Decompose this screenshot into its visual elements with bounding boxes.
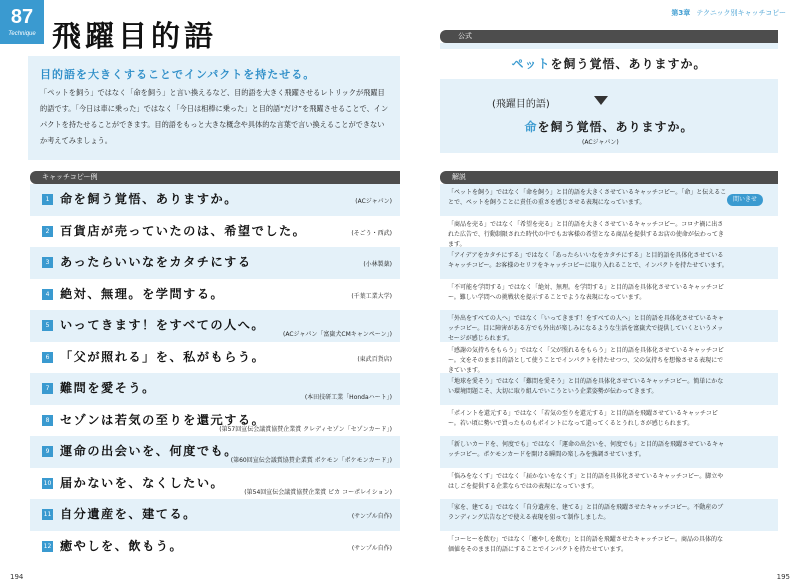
technique-label: Technique bbox=[8, 31, 36, 37]
explanation-row bbox=[440, 247, 778, 279]
chapter-number: 第3章 bbox=[671, 9, 691, 17]
example-row bbox=[30, 436, 400, 468]
explanation-section-header: 解説 bbox=[440, 171, 778, 184]
example-source: (東武百貨店) bbox=[357, 355, 392, 363]
explanation-text: 「家を、建てる」ではなく「自分遺産を、建てる」と目的語を飛躍させたキャッチコピー。不動産のブランディング広告などで使える表現を狙って制作しました。 bbox=[448, 504, 724, 521]
formula-line-2 bbox=[440, 118, 778, 135]
example-copy: 命を飼う覚悟、ありますか。 bbox=[60, 192, 238, 206]
page-number-right: 195 bbox=[776, 573, 790, 581]
example-number: 2 bbox=[42, 226, 53, 237]
explanation-text: 「地球を愛そう」ではなく「難問を愛そう」と目的語を具体化させているキャッチコピー。簡単にかない環境問題こそ、大切に取り組んでいこうという企業姿勢が伝わってきます。 bbox=[448, 378, 724, 395]
example-source: (本田技研工業「Hondaハート」) bbox=[304, 394, 392, 401]
example-number: 7 bbox=[42, 383, 53, 394]
example-row bbox=[30, 499, 400, 531]
example-copy: あったらいいなをカタチにする bbox=[60, 255, 252, 269]
example-source: (第54回宣伝会議賞協賛企業賞 ピカ コーポレイション) bbox=[244, 488, 392, 496]
explanation-row bbox=[440, 468, 778, 500]
example-source: (第57回宣伝会議賞協賛企業賞 クレディセゾン「セゾンカード」) bbox=[219, 425, 392, 433]
explanation-text: 「不可能を学問する」ではなく「絶対、無理。を学問する」と目的語を具体化させているキャッチコピー。難しい学問への挑戦状を提示することでような表現になっています。 bbox=[448, 283, 724, 301]
example-row bbox=[30, 531, 400, 563]
example-source: (ACジャパン「富嶽犬CMキャンペーン」) bbox=[283, 331, 392, 338]
explanation-text: 「感謝の気持ちをもらう」ではなく「父が照れるをもらう」と目的語を具体化させているキャッチコピー。文をそのまま目的語として使うことでインパクトを持たせつつ、父の気持ちを想像させる表現にできています。 bbox=[448, 346, 724, 374]
example-source: (小林製薬) bbox=[363, 261, 392, 268]
explanation-row bbox=[440, 342, 778, 374]
explanation-row bbox=[440, 279, 778, 311]
example-row bbox=[30, 342, 400, 374]
example-source: (サンプル自作) bbox=[351, 513, 392, 520]
explanation-text: 「悩みをなくす」ではなく「届かないをなくす」と目的語を具体化させているキャッチコピー。脚立やはしごを提供する企業ならではの表現になっています。 bbox=[448, 472, 724, 490]
formula-source: (ACジャパン) bbox=[582, 139, 619, 146]
example-number: 1 bbox=[42, 194, 53, 205]
example-source: (そごう・西武) bbox=[351, 229, 392, 237]
explanation-row bbox=[440, 436, 778, 468]
badge-button[interactable]: 間いきせ bbox=[727, 194, 763, 206]
intro-heading: 目的語を大きくすることでインパクトを持たせる。 bbox=[40, 68, 316, 81]
example-copy: いってきます！をすべての人へ。 bbox=[60, 318, 266, 332]
example-row bbox=[30, 184, 400, 216]
example-row bbox=[30, 468, 400, 500]
examples-section-header: キャッチコピー例 bbox=[30, 171, 400, 184]
example-row bbox=[30, 310, 400, 342]
example-copy: 届かないを、なくしたい。 bbox=[60, 475, 225, 490]
example-number: 6 bbox=[42, 352, 53, 363]
technique-number-box bbox=[0, 0, 44, 44]
explanation-row bbox=[440, 405, 778, 437]
formula-line-1-highlight: ペット bbox=[511, 57, 551, 71]
formula-label: 公式 bbox=[440, 30, 778, 43]
page-number-left: 194 bbox=[10, 573, 24, 581]
example-source: (サンプル自作) bbox=[351, 544, 392, 552]
formula-line-2-highlight: 命 bbox=[524, 120, 538, 134]
page-title: 飛躍目的語 bbox=[52, 19, 218, 53]
explanation-text: 「コーヒーを飲む」ではなく「癒やしを飲む」と目的語を飛躍させたキャッチコピー。商品の具体的な価値をそのまま目的語にすることでインパクトを持たせています。 bbox=[448, 535, 724, 553]
example-copy: 「父が照れる」を、私がもらう。 bbox=[60, 349, 266, 364]
formula-tag: (飛躍目的語) bbox=[492, 99, 550, 110]
example-row bbox=[30, 405, 400, 437]
explanation-text: 「ペットを飼う」ではなく「命を飼う」と目的語を大きくさせているキャッチコピー。「命」と伝えることで、ペットを飼うことに責任の重さを感じさせる表現になっています。 bbox=[448, 189, 727, 206]
example-copy: 百貨店が売っていたのは、希望でした。 bbox=[60, 223, 307, 238]
example-number: 4 bbox=[42, 289, 53, 300]
example-number: 3 bbox=[42, 257, 53, 268]
example-number: 9 bbox=[42, 446, 53, 457]
explanation-row bbox=[440, 216, 778, 248]
explanation-row bbox=[440, 531, 778, 563]
example-row bbox=[30, 247, 400, 279]
explanation-row bbox=[440, 499, 778, 531]
example-source: (千葉工業大学) bbox=[351, 292, 392, 300]
example-number: 10 bbox=[43, 479, 52, 487]
example-number: 5 bbox=[42, 320, 53, 331]
example-copy: 自分遺産を、建てる。 bbox=[60, 507, 197, 521]
example-copy: 運命の出会いを、何度でも。 bbox=[60, 444, 238, 458]
explanation-text: 「外出をすべての人へ」ではなく「いってきます！をすべての人へ」と目的語を具体化させているキャッチコピー。目に障害がある方でも外出が楽しみになるような生活を富嶽犬で提供していくというメッセージが感じられます。 bbox=[448, 315, 724, 342]
example-source: (ACジャパン) bbox=[355, 198, 392, 205]
technique-number: 87 bbox=[10, 6, 34, 28]
chapter-header bbox=[671, 8, 786, 18]
example-number: 12 bbox=[43, 542, 52, 550]
explanation-row bbox=[440, 310, 778, 342]
formula-line-1 bbox=[440, 49, 778, 79]
example-copy: 難問を愛そう。 bbox=[60, 381, 156, 395]
down-arrow-icon bbox=[594, 96, 608, 105]
formula-line-1-rest: を飼う覚悟、ありますか。 bbox=[550, 57, 707, 71]
example-row bbox=[30, 373, 400, 405]
example-number: 8 bbox=[42, 415, 53, 426]
explanation-text: 「ポイントを還元する」ではなく「若気の至りを還元する」と目的語を飛躍させているキャッチコピー。若い頃に勢いで買ったものもポイントになって還ってくるとうれしさが感じられます。 bbox=[448, 409, 718, 427]
example-number: 11 bbox=[43, 511, 52, 518]
intro-box bbox=[28, 56, 400, 160]
example-row bbox=[30, 279, 400, 311]
chapter-title: テクニック別キャッチコピー bbox=[696, 9, 786, 17]
explanation-text: 「アイデアをカタチにする」ではなく「あったらいいなをカタチにする」と目的語を具体化させているキャッチコピー。お客様のセリフをキャッチコピーに取り入れることで、インパクトを持たせています。 bbox=[448, 252, 728, 269]
example-source: (第60回宣伝会議賞協賛企業賞 ポケモン「ポケモンカード」) bbox=[230, 457, 392, 464]
explanation-text: 「商品を売る」ではなく「希望を売る」と目的語を大きくさせているキャッチコピー。コロナ禍に出された広告で、行動制限された時代の中でもお客様の希望となる商品を提供するお店の使命が伝わってきます。 bbox=[448, 220, 724, 248]
example-copy: 癒やしを、飲もう。 bbox=[60, 538, 184, 553]
explanation-text: 「新しいカードを、何度でも」ではなく「運命の出会いを、何度でも」と目的語を飛躍させているキャッチコピー。ポケモンカードを開ける瞬間の楽しみを強調させています。 bbox=[448, 441, 725, 458]
example-row bbox=[30, 216, 400, 248]
explanation-row bbox=[440, 373, 778, 405]
explanation-row bbox=[440, 184, 778, 216]
intro-body: 「ペットを飼う」ではなく「命を飼う」と言い換えるなど、目的語を大きく飛躍させるレトリックが飛躍目的語です。「今日は車に乗った」ではなく「今日は相棒に乗った」と目的語“だけ”を飛躍させることで、インパクトを持たせることができます。目的語をもっと大きな概念や具体的な言葉で言い換えることができないか考えてみましょう。 bbox=[40, 88, 389, 145]
formula-line-2-rest: を飼う覚悟、ありますか。 bbox=[537, 120, 694, 134]
example-copy: 絶対、無理。を学問する。 bbox=[60, 286, 225, 301]
example-copy: セゾンは若気の至りを還元する。 bbox=[60, 412, 266, 427]
